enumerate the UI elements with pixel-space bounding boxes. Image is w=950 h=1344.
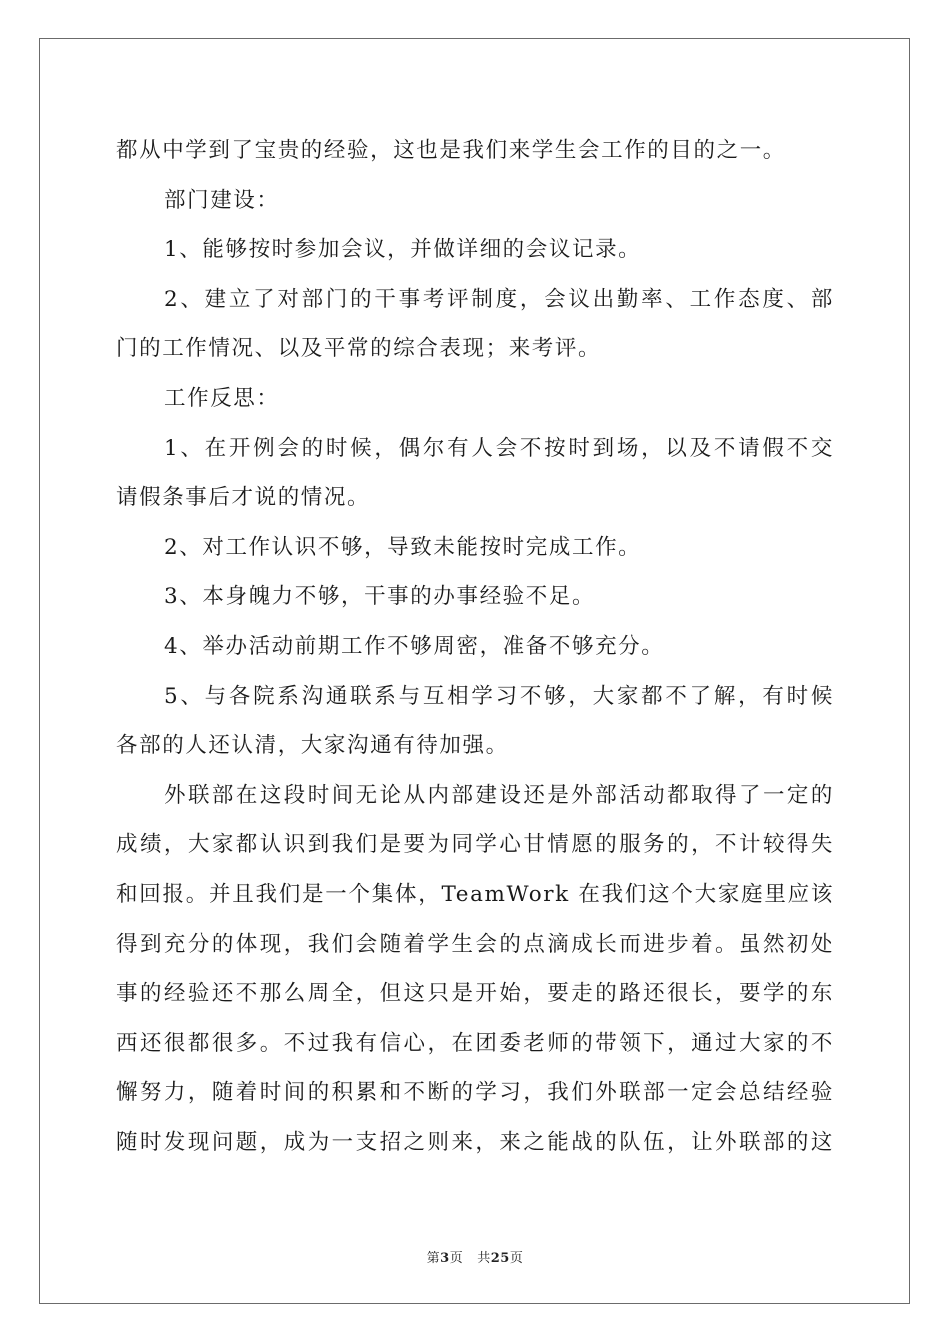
footer-page-suffix: 页 xyxy=(449,1251,464,1266)
document-body xyxy=(116,126,834,1167)
text-line: 成绩，大家都认识到我们是要为同学心甘情愿的服务的，不计较得失 xyxy=(116,832,834,858)
text-line: 都从中学到了宝贵的经验，这也是我们来学生会工作的目的之一。 xyxy=(116,138,786,163)
footer-total-pages: 25 xyxy=(490,1251,510,1266)
text-line: 得到充分的体现，我们会随着学生会的点滴成长而进步着。虽然初处 xyxy=(116,931,834,957)
text-line: 门的工作情况、以及平常的综合表现；来考评。 xyxy=(116,336,602,362)
page-footer xyxy=(0,1247,950,1266)
footer-page-prefix: 第 xyxy=(426,1251,441,1266)
text-line: 随时发现问题，成为一支招之则来，来之能战的队伍，让外联部的这 xyxy=(116,1129,834,1155)
text-line: 请假条事后才说的情况。 xyxy=(116,485,371,511)
footer-page-number: 3 xyxy=(440,1251,450,1266)
text-line: 1、在开例会的时候，偶尔有人会不按时到场，以及不请假不交 xyxy=(164,435,834,461)
text-line: 西还很都很多。不过我有信心，在团委老师的带领下，通过大家的不 xyxy=(116,1030,834,1056)
text-line: 外联部在这段时间无论从内部建设还是外部活动都取得了一定的 xyxy=(164,782,834,808)
text-line: 部门建设： xyxy=(164,187,280,213)
text-line: 5、与各院系沟通联系与互相学习不够，大家都不了解，有时候 xyxy=(164,683,834,709)
text-line: 各部的人还认清，大家沟通有待加强。 xyxy=(116,733,509,759)
text-line: 3、本身魄力不够，干事的办事经验不足。 xyxy=(164,584,596,610)
footer-total-prefix: 共 xyxy=(477,1251,491,1266)
text-line: 事的经验还不那么周全，但这只是开始，要走的路还很长，要学的东 xyxy=(116,981,834,1007)
text-line: 和回报。并且我们是一个集体，TeamWork 在我们这个大家庭里应该 xyxy=(116,881,834,907)
text-line: 2、对工作认识不够，导致未能按时完成工作。 xyxy=(164,534,642,560)
text-line: 工作反思： xyxy=(164,385,280,411)
text-line: 懈努力，随着时间的积累和不断的学习，我们外联部一定会总结经验 xyxy=(116,1080,834,1106)
text-line: 1、能够按时参加会议，并做详细的会议记录。 xyxy=(164,237,642,263)
text-line: 2、建立了对部门的干事考评制度，会议出勤率、工作态度、部 xyxy=(164,286,834,312)
text-line: 4、举办活动前期工作不够周密，准备不够充分。 xyxy=(164,633,665,659)
footer-total-suffix: 页 xyxy=(509,1251,524,1266)
